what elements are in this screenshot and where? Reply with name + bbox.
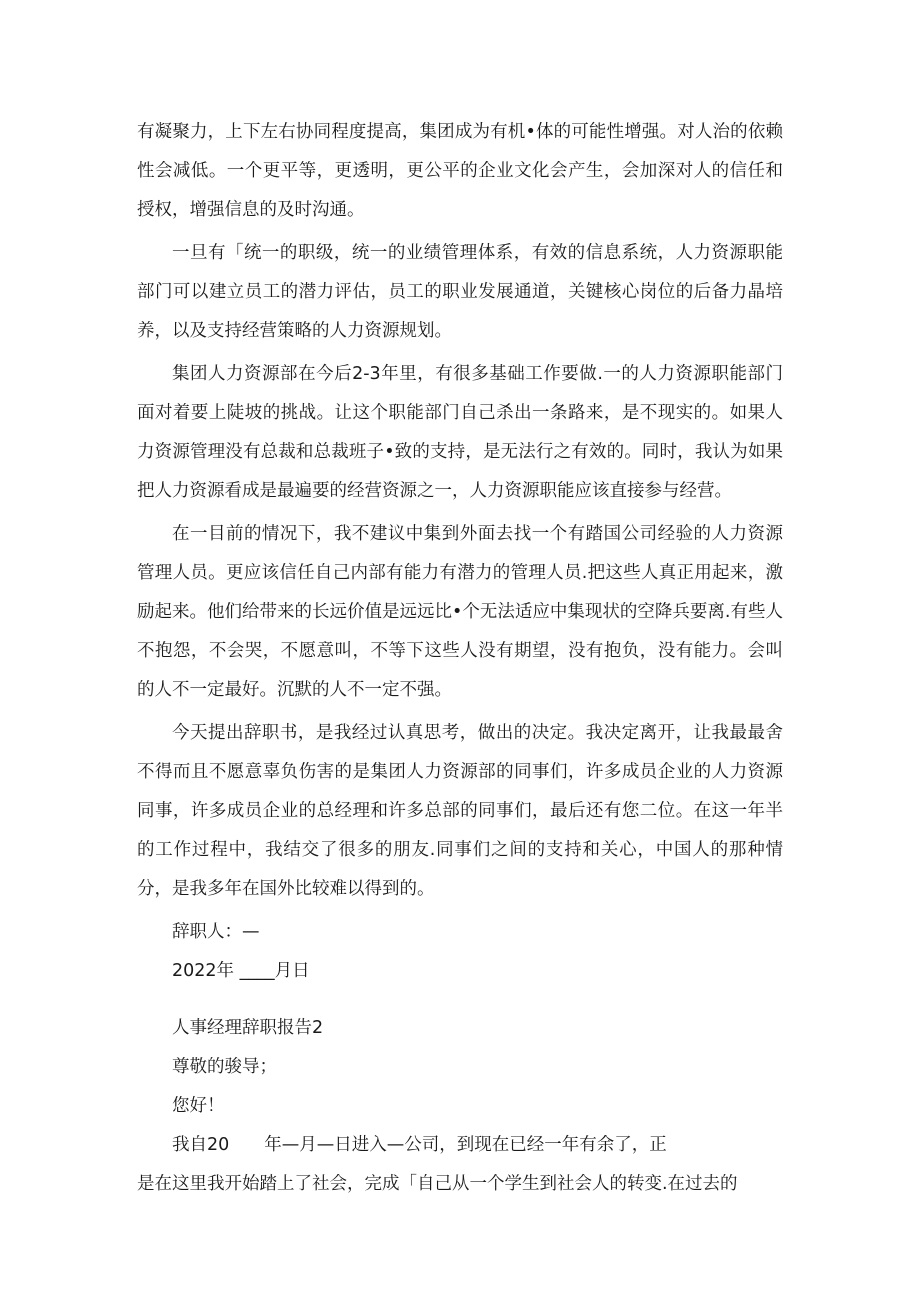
report-2-title: 人事经理辞职报告2 [172, 1018, 324, 1038]
paragraph-4: 在一目前的情况下，我不建议中集到外面去找一个有踏国公司经验的人力资源管理人员。更应该信任自己内部有能力有潜力的管理人员.把这些人真正用起来，激励起来。他们给带来的长远价值是远远比•个无法适应中集现状的空降兵要离.有些人不抱怨，不会哭，不愿意叫，不等下这些人没有期望，没有抱负，没有能力。会叫的人不一定最好。沉默的人不一定不强。 [137, 524, 783, 700]
signature-line: 辞职人：— [172, 922, 260, 942]
report-2-line-2: 是在这里我开始踏上了社会，完成「自己从一个学生到社会人的转变.在过去的 [137, 1174, 738, 1194]
document-body [137, 113, 783, 1204]
paragraph-2: 一旦有「统一的职级，统一的业绩管理体系，有效的信息系统，人力资源职能部门可以建立员工的潜力评估，员工的职业发展通道，关键核心岗位的后备力晶培养，以及支持经营策略的人力资源规划。 [137, 243, 783, 341]
date-line: 2022年 ____月日 [172, 961, 310, 981]
paragraph-3: 集团人力资源部在今后2-3年里，有很多基础工作要做.一的人力资源职能部门面对着要上陡坡的挑战。让这个职能部门自己杀出一条路来，是不现实的。如果人力资源管理没有总裁和总裁班子•致的支持，是无法行之有效的。同时，我认为如果把人力资源看成是最遍要的经营资源之一，人力资源职能应该直接参与经营。 [137, 364, 783, 501]
paragraph-5: 今天提出辞职书，是我经过认真思考，做出的决定。我决定离开，让我最最舍不得而且不愿意辜负伤害的是集团人力资源部的同事们，许多成员企业的人力资源同事，许多成员企业的总经理和许多总部的同事们，最后还有您二位。在这一年半的工作过程中，我结交了很多的朋友.同事们之间的支持和关心，中国人的那种情分，是我多年在国外比较难以得到的。 [137, 723, 783, 899]
paragraph-1: 有凝聚力，上下左右协同程度提高，集团成为有机•体的可能性增强。对人治的依赖性会减低。一个更平等，更透明，更公平的企业文化会产生，会加深对人的信任和授权，增强信息的及时沟通。 [137, 122, 783, 220]
greeting: 您好！ [172, 1096, 225, 1116]
report-2-line-1: 我自20 年—月—日进入—公司，到现在已经一年有余了，正 [172, 1135, 667, 1155]
salutation: 尊敬的骏导； [172, 1057, 277, 1077]
